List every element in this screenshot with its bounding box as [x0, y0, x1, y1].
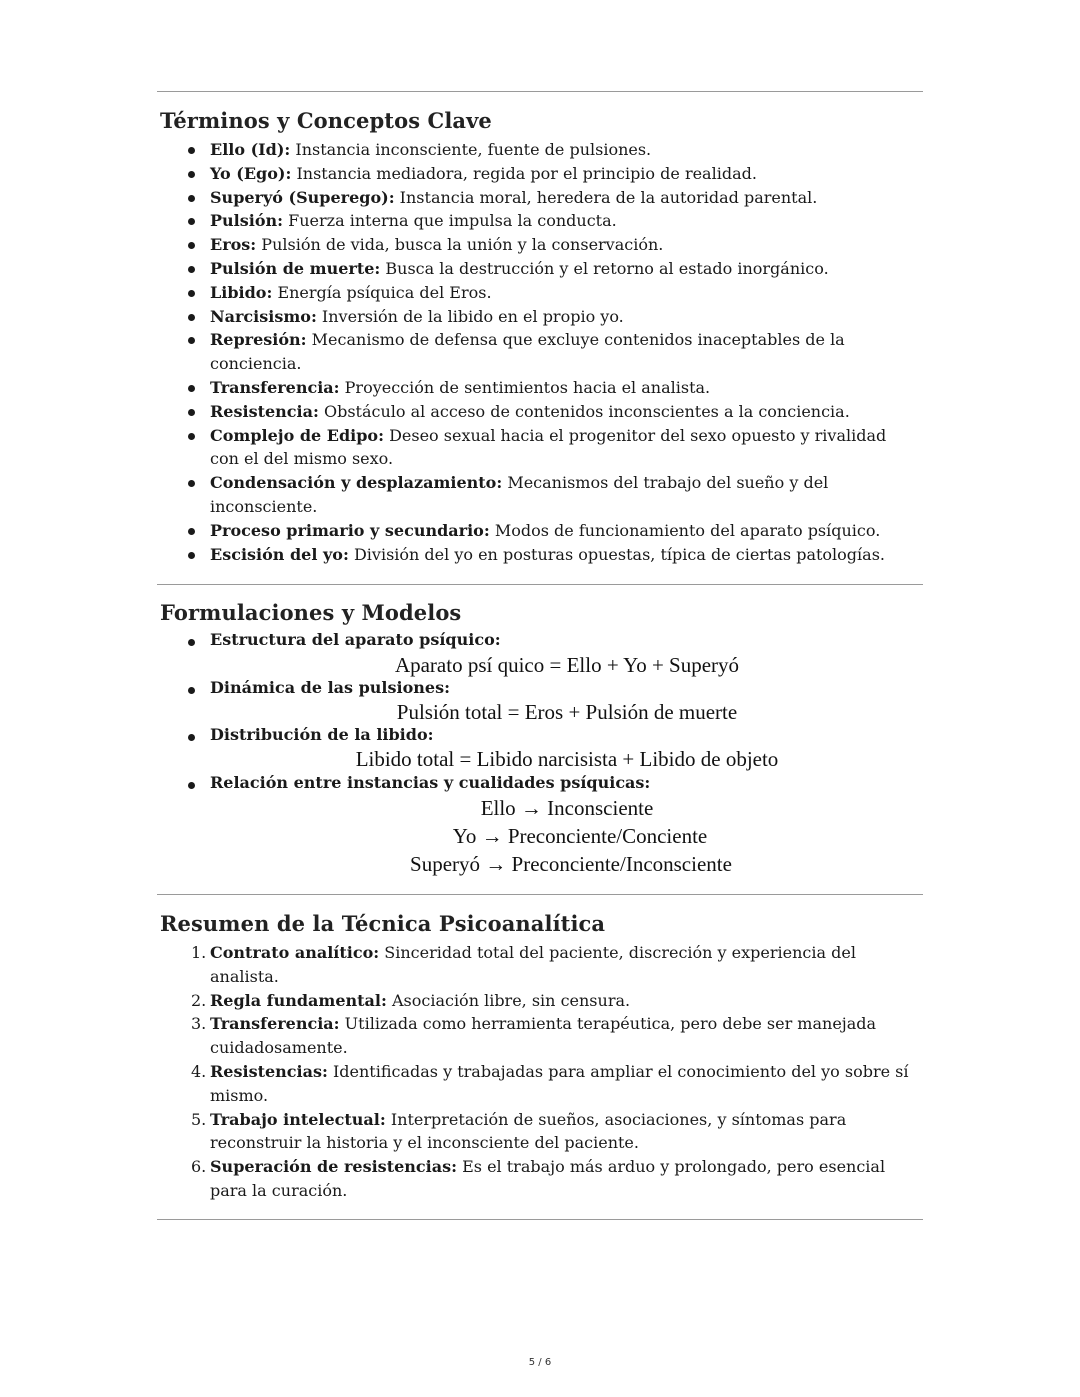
- list-item: Ello (Id): Instancia inconsciente, fuente de pulsiones.: [160, 138, 920, 162]
- page-number: 5 / 6: [528, 1357, 552, 1368]
- list-item: 2. Regla fundamental: Asociación libre, sin censura.: [191, 990, 631, 1010]
- divider: [157, 894, 923, 895]
- formula-bullet: Estructura del aparato psíquico:: [160, 630, 501, 649]
- list-item: Yo (Ego): Instancia mediadora, regida por el principio de realidad.: [160, 162, 920, 186]
- list-item: Complejo de Edipo: Deseo sexual hacia el progenitor del sexo opuesto y rivalidad con el del mismo sexo.: [160, 424, 920, 472]
- section-title-technique: Resumen de la Técnica Psicoanalítica: [160, 911, 606, 936]
- list-item: Proceso primario y secundario: Modos de funcionamiento del aparato psíquico.: [160, 519, 920, 543]
- formula-bullet: Dinámica de las pulsiones:: [160, 678, 450, 697]
- formula-equation: Libido total = Libido narcisista + Libido de objeto: [355, 747, 779, 771]
- section-title-formulas: Formulaciones y Modelos: [160, 600, 462, 625]
- relation-line: Yo → Preconciente/Conciente: [452, 824, 708, 848]
- formula-equation: Pulsión total = Eros + Pulsión de muerte: [396, 700, 738, 724]
- list-item: 3. Transferencia: Utilizada como herramienta terapéutica, pero debe ser manejada cuidadosamente.: [191, 1014, 877, 1058]
- list-item: 1. Contrato analítico: Sinceridad total del paciente, discreción y experiencia del analista.: [191, 943, 856, 986]
- divider: [157, 584, 923, 585]
- list-item: Pulsión: Fuerza interna que impulsa la conducta.: [160, 209, 920, 233]
- list-item: 5. Trabajo intelectual: Interpretación de sueños, asociaciones, y síntomas para reconstruir la historia y el inconsciente del paciente.: [191, 1109, 847, 1153]
- formula-equation: Aparato psí quico = Ello + Yo + Superyó: [394, 653, 740, 677]
- relation-line: Ello → Inconsciente: [480, 796, 654, 820]
- list-item: 4. Resistencias: Identificadas y trabajadas para ampliar el conocimiento del yo sobre sí mismo.: [191, 1061, 909, 1105]
- divider: [157, 1219, 923, 1220]
- list-item: Pulsión de muerte: Busca la destrucción y el retorno al estado inorgánico.: [160, 257, 920, 281]
- technique-list: [160, 941, 920, 1203]
- list-item: Escisión del yo: División del yo en posturas opuestas, típica de ciertas patologías.: [160, 543, 920, 567]
- list-item: Transferencia: Proyección de sentimientos hacia el analista.: [160, 376, 920, 400]
- list-item: Represión: Mecanismo de defensa que excluye contenidos inaceptables de la conciencia.: [160, 328, 920, 376]
- list-item: Narcisismo: Inversión de la libido en el propio yo.: [160, 305, 920, 329]
- formula-bullet: Distribución de la libido:: [160, 725, 434, 744]
- list-item: Eros: Pulsión de vida, busca la unión y la conservación.: [160, 233, 920, 257]
- relation-line: Superyó → Preconciente/Inconsciente: [410, 852, 732, 876]
- divider: [157, 91, 923, 92]
- list-item: Libido: Energía psíquica del Eros.: [160, 281, 920, 305]
- list-item: Resistencia: Obstáculo al acceso de contenidos inconscientes a la conciencia.: [160, 400, 920, 424]
- section-title-terms: Términos y Conceptos Clave: [160, 108, 492, 133]
- formula-bullet: Relación entre instancias y cualidades psíquicas:: [160, 773, 650, 792]
- list-item: Superyó (Superego): Instancia moral, heredera de la autoridad parental.: [160, 186, 920, 210]
- list-item: Condensación y desplazamiento: Mecanismos del trabajo del sueño y del inconsciente.: [160, 471, 920, 519]
- terms-list: [160, 138, 920, 566]
- list-item: 6. Superación de resistencias: Es el trabajo más arduo y prolongado, pero esencial para la curación.: [191, 1157, 886, 1200]
